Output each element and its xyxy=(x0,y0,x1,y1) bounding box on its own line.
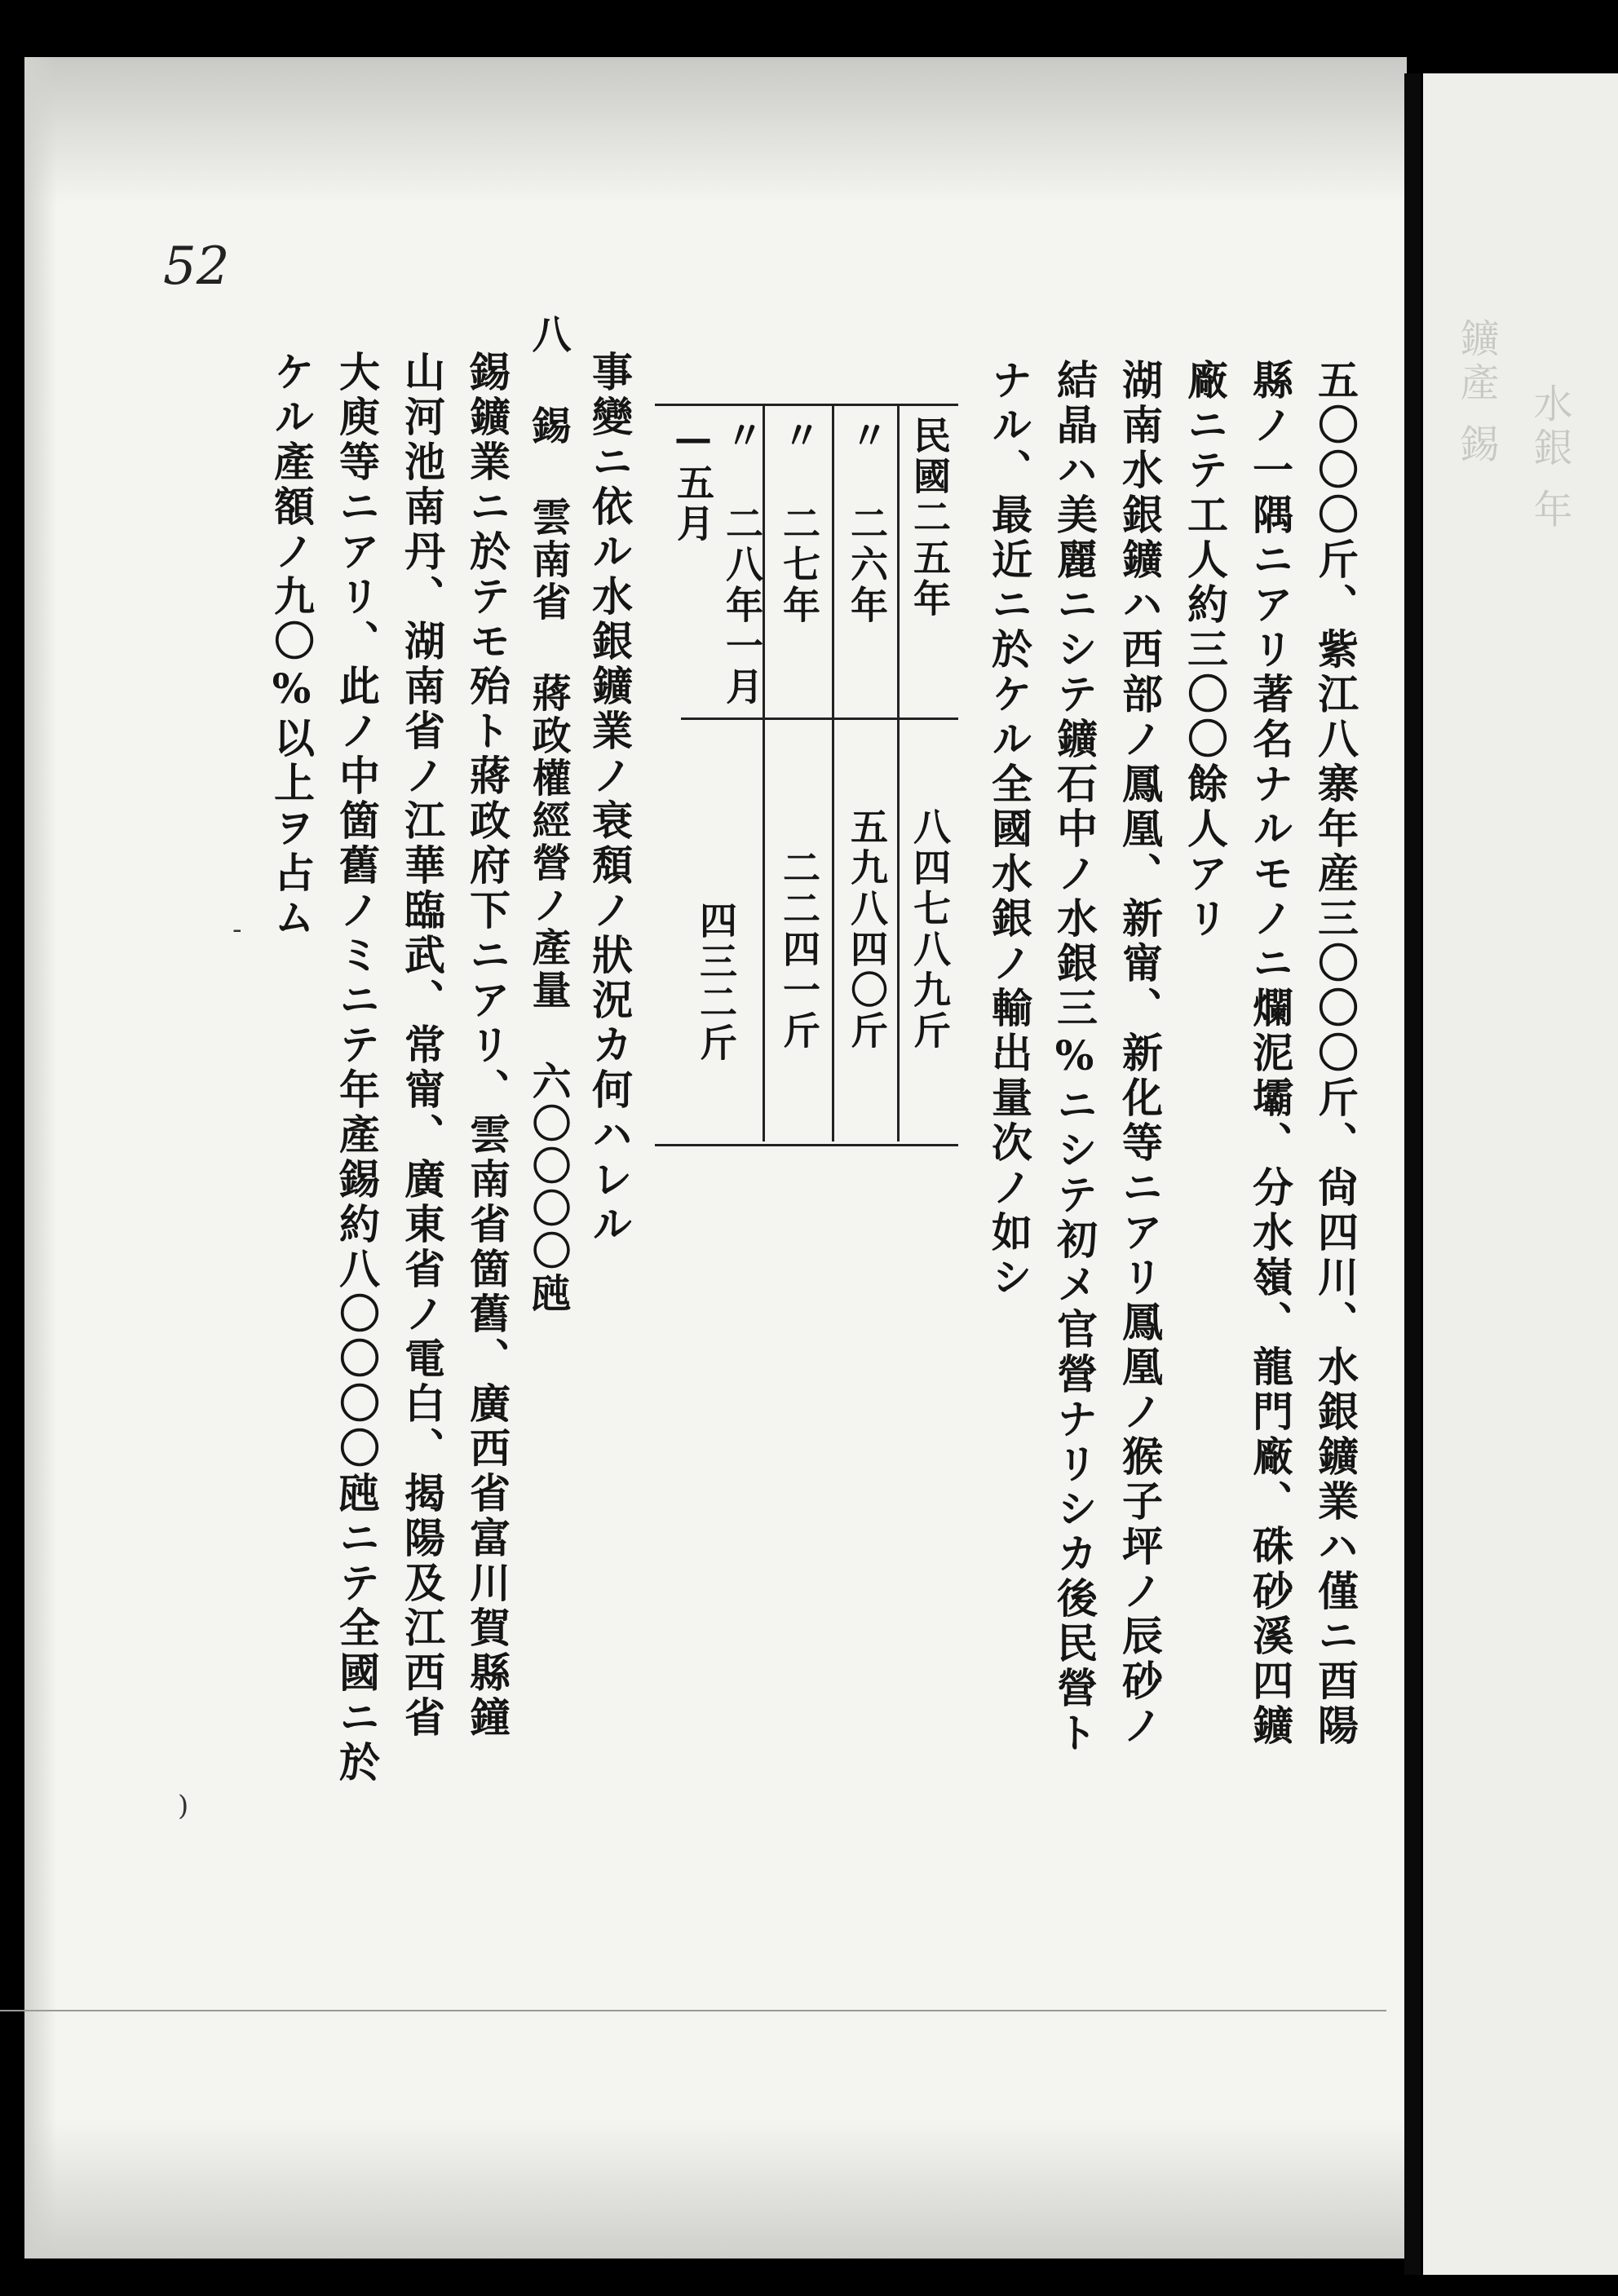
table-column-rule xyxy=(832,404,834,1141)
table-row-4-year: 〃 二八年一月—五月 xyxy=(671,416,764,708)
upper-text-line-3: 廠ニテ工人約三〇〇餘人アリ xyxy=(1181,359,1229,942)
scan-shadow-left xyxy=(24,57,57,2258)
upper-text-line-4: 湖南水銀鑛ハ西部ノ鳳凰、新甯、新化等ニアリ鳳凰ノ猴子坪ノ辰砂ノ xyxy=(1116,359,1164,1749)
table-row-3-amount: 二二四一斤 xyxy=(777,848,821,1052)
scan-speck: - xyxy=(232,913,242,946)
table-row-2-amount: 五九八四〇斤 xyxy=(845,807,889,1052)
upper-text-line-1: 五〇〇〇斤、紫江八寨年産三〇〇〇斤、尙四川、水銀鑛業ハ僅ニ酉陽 xyxy=(1311,359,1359,1749)
table-row-1-year: 民國二五年 xyxy=(908,416,952,620)
table-header-rule xyxy=(681,718,958,720)
adjacent-page-edge xyxy=(1423,73,1618,2275)
binding-fold xyxy=(1404,73,1421,2275)
upper-text-line-6: ナル、最近ニ於ケル全國水銀ノ輸出量次ノ如シ xyxy=(985,359,1033,1300)
table-row-3-year: 〃 二七年 xyxy=(777,416,821,626)
lower-text-line-3: 錫鑛業ニ於テモ殆ト蔣政府下ニアリ、雲南省箇舊、廣西省富川賀縣鐘 xyxy=(463,351,511,1741)
bleed-through-text: 鑛產 錫 xyxy=(1453,318,1499,468)
scan-shadow-bottom xyxy=(24,2120,1407,2258)
upper-text-line-2: 縣ノ一隅ニアリ著名ナルモノニ爛泥壩、分水嶺、龍門廠、硃砂溪四鑛 xyxy=(1246,359,1294,1749)
lower-text-line-1: 事變ニ依ル水銀鑛業ノ衰頽ノ狀況カ何ハレル xyxy=(586,351,634,1247)
table-row-4-amount: 四三二斤 xyxy=(694,901,738,1064)
scan-speck: ) xyxy=(178,1790,189,1822)
lower-text-line-4: 山河池南丹、湖南省ノ江華臨武、常甯、廣東省ノ電白、揭陽及江西省 xyxy=(398,351,446,1741)
table-row-1-amount: 八四七八九斤 xyxy=(908,807,952,1052)
lower-text-line-6: ケル產額ノ九〇%以上ヲ占ム xyxy=(267,351,316,941)
section-heading-tin: 八 錫 雲南省 蔣政權經營ノ產量 六〇〇〇〇瓲 xyxy=(525,314,571,1315)
scan-shadow-top xyxy=(24,57,1407,204)
page-number: 52 xyxy=(163,236,230,297)
upper-text-line-5: 結晶ハ美麗ニシテ鑛石中ノ水銀三%ニシテ初メ官營ナリシカ後民營ト xyxy=(1050,359,1099,1756)
lower-text-line-5: 大庾等ニアリ、此ノ中箇舊ノミニテ年產錫約八〇〇〇〇瓲ニテ全國ニ於 xyxy=(333,351,381,1786)
bleed-through-text: 水銀 年 xyxy=(1527,383,1572,533)
table-row-2-year: 〃 二六年 xyxy=(845,416,889,626)
page-bottom-rule xyxy=(0,2010,1386,2011)
table-column-rule xyxy=(897,404,900,1141)
